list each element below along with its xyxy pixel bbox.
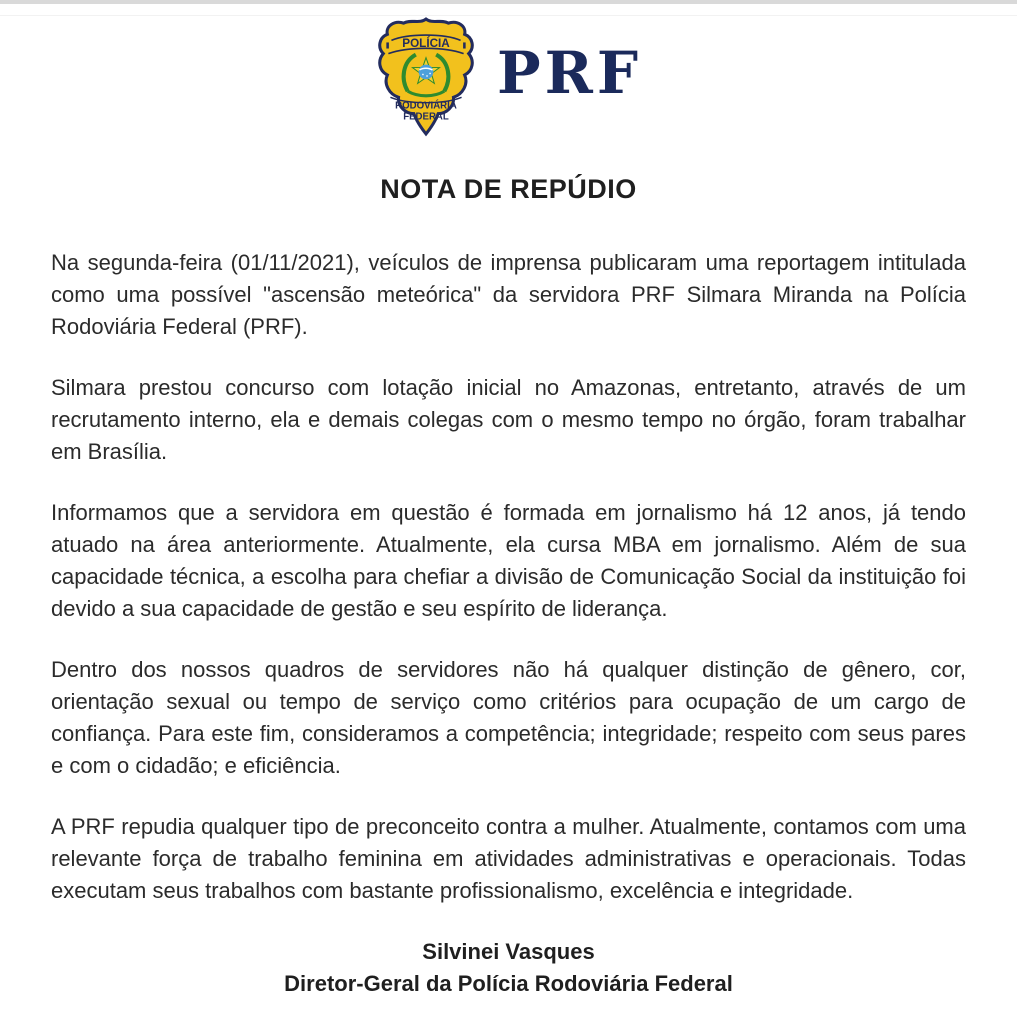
- badge-bottom-text: FEDERAL: [403, 111, 449, 123]
- globe-star-dot: [426, 75, 428, 77]
- prf-badge-icon: [375, 16, 477, 138]
- document-body: [51, 247, 966, 907]
- signature-role: Diretor-Geral da Polícia Rodoviária Federal: [284, 971, 733, 996]
- signature-block: [0, 936, 1017, 1000]
- globe-star-dot: [422, 74, 424, 76]
- paragraph-criterios: Dentro dos nossos quadros de servidores não há qualquer distinção de gênero, cor, orientação sexual ou tempo de serviço como critérios para ocupação de um cargo de confiança. Para este fim, consideramos a competência; integridade; respeito com seus pares e com o cidadão; e eficiência.: [51, 657, 966, 778]
- paragraph-concurso: Silmara prestou concurso com lotação inicial no Amazonas, entretanto, através de um recrutamento interno, ela e demais colegas com o mesmo tempo no órgão, foram trabalhar em Brasília.: [51, 375, 966, 464]
- top-hairline: [0, 15, 1017, 16]
- paragraph-qualificacao: Informamos que a servidora em questão é formada em jornalismo há 12 anos, já tendo atuado na área anteriormente. Atualmente, ela cursa MBA em jornalismo. Além de sua capacidade técnica, a escolha para chefiar a divisão de Comunicação Social da instituição foi devido a sua capacidade de gestão e seu espírito de liderança.: [51, 500, 966, 621]
- badge-middle-text: RODOVIÁRIA: [395, 100, 457, 112]
- paragraph-repudio: A PRF repudia qualquer tipo de preconceito contra a mulher. Atualmente, contamos com uma relevante força de trabalho feminina em atividades administrativas e operacionais. Todas executam seus trabalhos com bastante profissionalismo, excelência e integridade.: [51, 814, 966, 903]
- globe-emblem: [419, 65, 434, 80]
- banner-tick-left: [386, 42, 389, 48]
- top-strip: [0, 0, 1017, 4]
- badge-top-text: POLÍCIA: [402, 37, 450, 51]
- prf-wordmark: PRF: [497, 39, 642, 107]
- banner-tick-right: [463, 42, 466, 48]
- signature-name: Silvinei Vasques: [422, 939, 595, 964]
- document-title: NOTA DE REPÚDIO: [380, 174, 637, 204]
- prf-logo-header: [0, 0, 1017, 138]
- globe-star-dot: [429, 73, 431, 75]
- paragraph-intro: Na segunda-feira (01/11/2021), veículos de imprensa publicaram uma reportagem intitulada como uma possível "ascensão meteórica" da servidora PRF Silmara Miranda na Polícia Rodoviária Federal (PRF).: [51, 250, 966, 339]
